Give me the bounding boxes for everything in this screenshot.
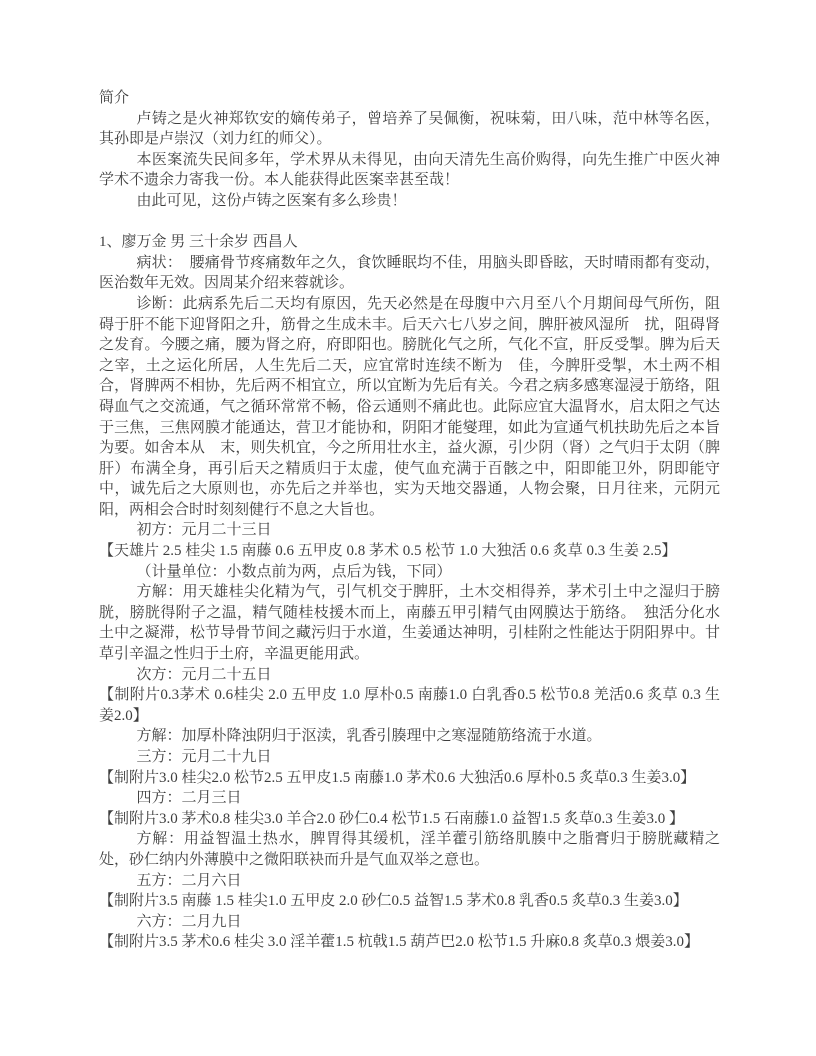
prescription-label: 四方：二月三日 <box>136 790 242 807</box>
intro-heading: 简介 <box>99 90 130 106</box>
prescription-block <box>99 747 720 788</box>
prescription-label: 初方：元月二十三日 <box>136 522 272 539</box>
dosage-unit-note: （计量单位：小数点前为两，点后为钱，下同） <box>136 563 452 580</box>
symptoms-paragraph: 病状： 腰痛骨节疼痛数年之久，食饮睡眠均不佳，用脑头即昏眩，天时晴雨都有变动，医治数年无效。因周某介绍来蓉就诊。 <box>99 254 720 292</box>
prescription-block <box>99 871 720 912</box>
case-title: 1、廖万金 男 三十余岁 西昌人 <box>99 234 298 251</box>
prescription-formula: 【制附片3.5 茅术0.6 桂尖 3.0 淫羊藿1.5 杭戟1.5 葫芦巴2.0 松节1.5 升麻0.8 炙草0.3 煨姜3.0】 <box>99 934 700 951</box>
prescription-formula: 【制附片3.0 茅术0.8 桂尖3.0 羊合2.0 砂仁0.4 松节1.5 石南藤1.0 益智1.5 炙草0.3 生姜3.0 】 <box>99 810 685 827</box>
intro-section <box>99 88 720 212</box>
prescription-block <box>99 788 720 870</box>
case-section <box>99 232 720 953</box>
prescription-explanation: 方解：加厚朴降浊阴归于沤渎，乳香引腠理中之寒湿随筋络流于水道。 <box>136 728 602 745</box>
prescription-block <box>99 912 720 953</box>
prescription-label: 五方：二月六日 <box>136 872 242 889</box>
prescription-formula: 【制附片3.5 南藤 1.5 桂尖1.0 五甲皮 2.0 砂仁0.5 益智1.5 茅术0.8 乳香0.5 炙草0.3 生姜3.0】 <box>99 893 688 910</box>
intro-paragraph: 由此可见，这份卢铸之医案有多么珍贵！ <box>136 192 407 209</box>
prescription-explanation: 方解：用天雄桂尖化精为气，引气机交于脾肝，土木交相得养，茅术引土中之湿归于膀胱，膀胱得附子之温，精气随桂枝援木而上，南藤五甲引精气由网膜达于筋络。 独活分化水土中之凝滞，松节导骨节间之藏污归于水道，生姜通达神明，引桂附之性能达于阴阳界中。甘草引辛温之性归于土府，辛温更能用武。 <box>99 584 720 663</box>
intro-paragraph: 卢铸之是火神郑钦安的嫡传弟子，曾培养了吴佩衡，祝味菊，田八味，范中林等名医，其孙即是卢崇汉（刘力红的师父）。 <box>99 110 720 148</box>
prescription-label: 三方：元月二十九日 <box>136 749 272 765</box>
prescription-label: 六方：二月九日 <box>136 913 242 930</box>
prescription-formula: 【天雄片 2.5 桂尖 1.5 南藤 0.6 五甲皮 0.8 茅术 0.5 松节 1.0 大独活 0.6 炙草 0.3 生姜 2.5】 <box>99 543 677 560</box>
prescription-block <box>99 520 720 664</box>
prescription-explanation: 方解：用益智温土热水，脾胃得其缓机，淫羊藿引筋络肌腠中之脂膏归于膀胱藏精之处，砂仁纳内外薄膜中之微阳联袂而升是气血双举之意也。 <box>99 831 720 868</box>
diagnosis-paragraph: 诊断：此病系先后二天均有原因，先天必然是在母腹中六月至八个月期间母气所伤，阻碍于肝不能下迎肾阳之升，筋骨之生成未丰。后天六七八岁之间，脾肝被风湿所 扰，阻碍肾之发育。今腰之痛，腰为肾之府，府即阳也。膀胱化气之所，气化不宣，肝反受掣。脾为后天之宰，土之运化所居，人生先后二天，应宜常时连续不断为 佳，今脾肝受掣，木土两不相合，肾脾两不相协，先后两不相宜立，所以宜断为先后有关。今君之病多感寒湿浸于筋络，阻碍血气之交流通，气之循环常常不畅，俗云通则不痛此也。此际应宜大温肾水，启太阳之气达于三焦，三焦网膜才能通达，营卫才能协和，阴阳才能燮理，如此为宣通气机扶助先后之本旨为要。如舍本从 末，则失机宜，今之所用壮水主，益火源，引少阴（肾）之气归于太阴（脾肝）布满全身，再引后天之精质归于太虚，使气血充满于百骸之中，阳即能卫外，阴即能守中，诚先后之大原则也，亦先后之并举也，实为天地交器通，人物会聚，日月往来，元阴元阳，两相会合时时刻刻健行不息之大旨也。 <box>99 295 720 518</box>
intro-paragraph: 本医案流失民间多年，学术界从未得见，由向天清先生高价购得，向先生推广中医火神学术不遗余力寄我一份。本人能获得此医案幸甚至哉！ <box>99 151 720 189</box>
prescription-label: 次方：元月二十五日 <box>136 666 272 683</box>
prescription-formula: 【制附片0.3茅术 0.6桂尖 2.0 五甲皮 1.0 厚朴0.5 南藤1.0 白乳香0.5 松节0.8 羌活0.6 炙草 0.3 生姜2.0】 <box>99 687 720 724</box>
prescription-block <box>99 665 720 747</box>
prescription-formula: 【制附片3.0 桂尖2.0 松节2.5 五甲皮1.5 南藤1.0 茅术0.6 大独活0.6 厚朴0.5 炙草0.3 生姜3.0】 <box>99 769 696 786</box>
